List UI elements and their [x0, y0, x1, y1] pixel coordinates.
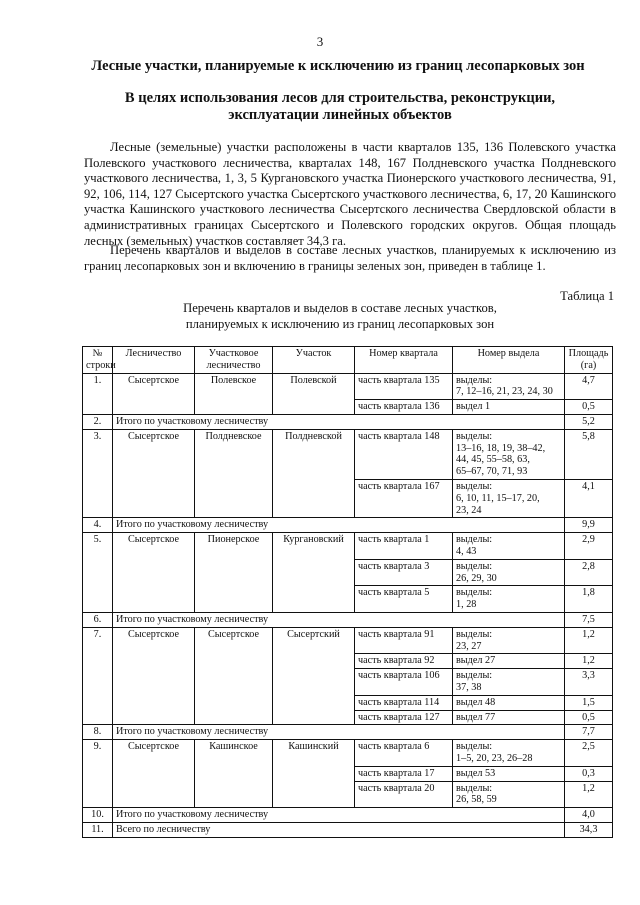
header-row-number: № строки — [83, 347, 113, 374]
header-quarter: Номер квартала — [355, 347, 453, 374]
table-row: часть квартала 3 выделы: 26, 29, 30 2,8 — [83, 559, 613, 586]
subtotal-row: 10. Итого по участковому лесничеству 4,0 — [83, 808, 613, 823]
subtotal-row: 4. Итого по участковому лесничеству 9,9 — [83, 518, 613, 533]
forest-plots-table — [82, 346, 613, 838]
page-number: 3 — [316, 34, 324, 49]
total-row: 11. Всего по лесничеству 34,3 — [83, 822, 613, 837]
header-area: Площадь (га) — [565, 347, 613, 374]
table-row: часть квартала 127 выдел 77 0,5 — [83, 710, 613, 725]
table-caption — [140, 301, 540, 332]
header-vydel: Номер выдела — [453, 347, 565, 374]
subtotal-row: 8. Итого по участковому лесничеству 7,7 — [83, 725, 613, 740]
table-row: 3. Сысертское Полдневское Полдневской часть квартала 148 выделы: 13–16, 18, 19, 38–42, 44, 45, 55–58, 63, 65–67, 70, 71, 93 5,8 — [83, 429, 613, 479]
subtotal-row: 6. Итого по участковому лесничеству 7,5 — [83, 612, 613, 627]
table-caption-line-1: Перечень кварталов и выделов в составе лесных участков, — [183, 301, 497, 315]
document-title: Лесные участки, планируемые к исключению из границ лесопарковых зон — [91, 58, 585, 74]
table-row: 7. Сысертское Сысертское Сысертский часть квартала 91 выделы: 23, 27 1,2 — [83, 627, 613, 654]
table-row: часть квартала 167 выделы: 6, 10, 11, 15–17, 20, 23, 24 4,1 — [83, 479, 613, 517]
table-header-row — [83, 347, 613, 374]
table-row: часть квартала 20 выделы: 26, 58, 59 1,2 — [83, 781, 613, 808]
table-row: часть квартала 92 выдел 27 1,2 — [83, 654, 613, 669]
section-title-line-2: эксплуатации линейных объектов — [228, 107, 452, 123]
table-row: часть квартала 106 выделы: 37, 38 3,3 — [83, 669, 613, 696]
table-caption-line-2: планируемых к исключению из границ лесопарковых зон — [185, 316, 495, 331]
table-row: часть квартала 17 выдел 53 0,3 — [83, 766, 613, 781]
section-title-line-1: В целях использования лесов для строительства, реконструкции, — [124, 90, 556, 106]
table-row: часть квартала 5 выделы: 1, 28 1,8 — [83, 586, 613, 613]
table-row: 5. Сысертское Пионерское Кургановский часть квартала 1 выделы: 4, 43 2,9 — [83, 533, 613, 560]
body-paragraph-2: Перечень кварталов и выделов в составе лесных участков, планируемых к исключению из границ лесопарковых зон и включению в границы зеленых зон, приведен в таблице 1. — [84, 243, 616, 273]
table-row: 9. Сысертское Кашинское Кашинский часть квартала 6 выделы: 1–5, 20, 23, 26–28 2,5 — [83, 740, 613, 767]
header-site: Участок — [273, 347, 355, 374]
section-title — [90, 90, 590, 124]
table-row: часть квартала 136 выдел 1 0,5 — [83, 400, 613, 415]
table-row: 1. Сысертское Полевское Полевской часть квартала 135 выделы: 7, 12–16, 21, 23, 24, 30 4,7 — [83, 373, 613, 400]
header-district-forestry: Участковое лесничество — [195, 347, 273, 374]
body-paragraph-1: Лесные (земельные) участки расположены в части кварталов 135, 136 Полевского участка Полевского участкового лесничества, кварталах 148, 167 Полдневского участка Полдневского участкового лесничества, 1, 3, 5 Кургановского участка Пионерского участкового лесничества, 91, 92, 106, 114, 127 Сысертского участка Сысертского участкового лесничества, 6, 17, 20 Кашинского участка Кашинского участкового лесничества Сысертского лесничества Свердловской области в административных границах Сысертского и Полевского городских округов. Общая площадь лесных (земельных) участков составляет 34,3 га. — [84, 140, 616, 248]
table-label: Таблица 1 — [560, 289, 614, 303]
table-row: часть квартала 114 выдел 48 1,5 — [83, 695, 613, 710]
header-forestry: Лесничество — [113, 347, 195, 374]
subtotal-row: 2. Итого по участковому лесничеству 5,2 — [83, 414, 613, 429]
